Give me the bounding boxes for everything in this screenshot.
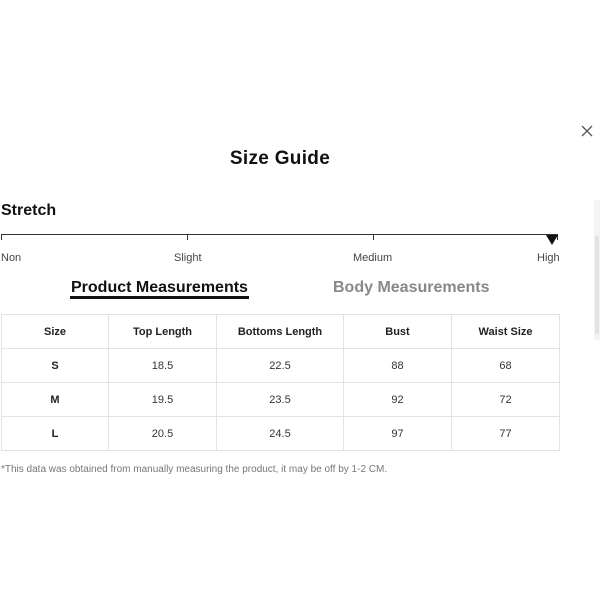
table-cell: 97 [344, 417, 452, 451]
tab-body-measurements[interactable]: Body Measurements [333, 279, 490, 296]
column-header-bottoms-length: Bottoms Length [217, 315, 344, 349]
tab-product-measurements[interactable]: Product Measurements [71, 279, 248, 296]
table-row [2, 417, 560, 451]
table-cell: 24.5 [217, 417, 344, 451]
table-cell: 23.5 [217, 383, 344, 417]
measurement-tabs [0, 279, 560, 303]
stretch-label-slight: Slight [174, 252, 202, 264]
table-cell: 18.5 [109, 349, 217, 383]
stretch-tick-slight [187, 234, 188, 240]
table-row [2, 383, 560, 417]
scrollbar-thumb[interactable] [595, 236, 599, 334]
table-cell: 72 [452, 383, 560, 417]
triangle-down-icon [546, 235, 558, 245]
measurement-footnote: *This data was obtained from manually measuring the product, it may be off by 1-2 CM. [1, 464, 388, 475]
table-cell: 22.5 [217, 349, 344, 383]
stretch-label-high: High [537, 252, 560, 264]
page-title: Size Guide [229, 148, 331, 169]
column-header-size: Size [2, 315, 109, 349]
column-header-bust: Bust [344, 315, 452, 349]
stretch-label-non: Non [1, 252, 22, 264]
active-tab-underline [70, 296, 249, 299]
table-header-row [2, 315, 560, 349]
size-table [1, 314, 560, 451]
column-header-top-length: Top Length [109, 315, 217, 349]
table-cell: 19.5 [109, 383, 217, 417]
stretch-heading: Stretch [1, 202, 57, 219]
column-header-waist-size: Waist Size [452, 315, 560, 349]
close-button[interactable] [580, 124, 596, 140]
stretch-label-medium: Medium [353, 252, 393, 264]
table-cell-size: S [2, 349, 109, 383]
table-cell: 92 [344, 383, 452, 417]
table-cell: 88 [344, 349, 452, 383]
stretch-tick-medium [373, 234, 374, 240]
table-cell-size: L [2, 417, 109, 451]
table-row [2, 349, 560, 383]
table-cell: 77 [452, 417, 560, 451]
stretch-tick-non [1, 234, 2, 240]
table-cell-size: M [2, 383, 109, 417]
close-icon [580, 124, 594, 138]
table-cell: 20.5 [109, 417, 217, 451]
stretch-scale-line [1, 234, 557, 235]
table-cell: 68 [452, 349, 560, 383]
